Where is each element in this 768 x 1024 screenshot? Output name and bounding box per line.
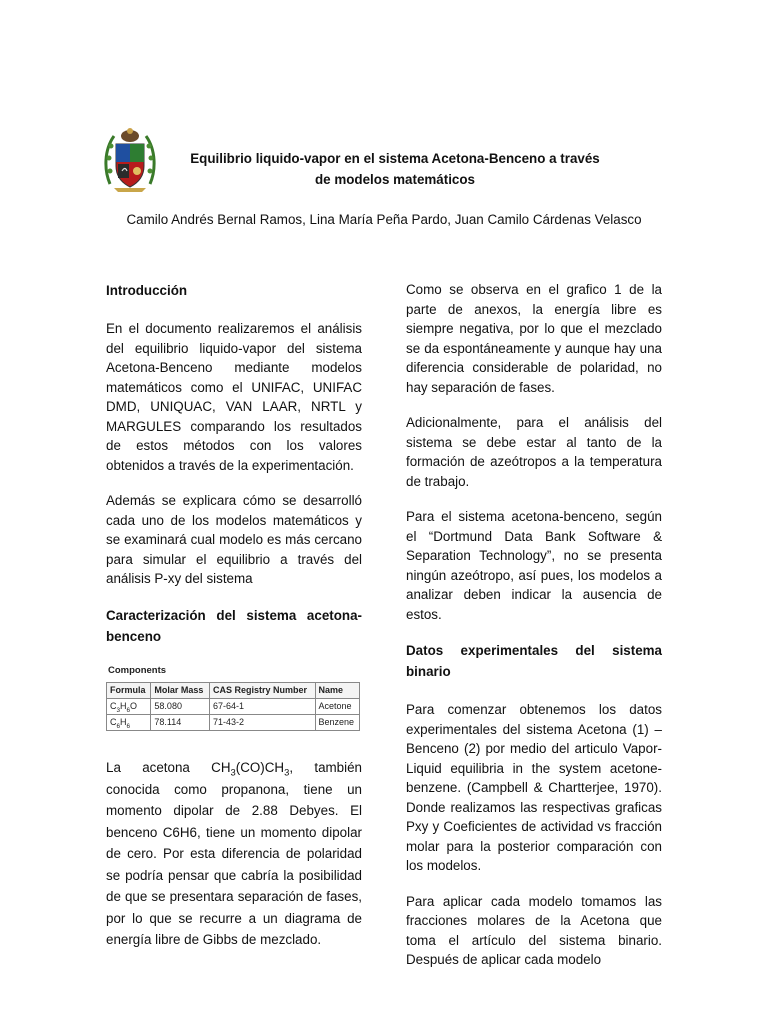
- right-paragraph-3: Para el sistema acetona-benceno, según el “Dortmund Data Bank Software & Separation Technology”, no se presenta ningún azeótropo, así pues, los modelos a analizar deben indicar la ausencia de estos.: [406, 509, 662, 622]
- experimental-data-heading: Datos experimentales del sistema binario: [406, 643, 662, 679]
- characterization-heading: Caracterización del sistema acetona-benceno: [106, 607, 362, 644]
- formula-cell: $C_3H_6O$: [107, 699, 151, 715]
- right-paragraph-4: Para comenzar obtenemos los datos experimentales del sistema Acetona (1) – Benceno (2) por medio del articulo Vapor-Liquid equilibria in the system acetone-benzene. (Campbell & Chartterjee, 1970). Donde realizamos las respectivas graficas Pxy y Coeficientes de actividad vs fracción molar para la posterior comparación con los modelos.: [406, 702, 662, 873]
- left-column: [106, 280, 362, 967]
- acetone-paragraph: La acetona $CH_3(CO)CH_3$, también conocida como propanona, tiene un momento dipolar de 2.88 Debyes. El benceno C6H6, tiene un momento dipolar de cero. Por esta diferencia de polaridad se podría pensar que cabría la posibilidad de que se presentara separación de fases, por lo que se recurre a un diagrama de energía libre de Gibbs de mezclado.: [106, 760, 362, 947]
- right-paragraph-1: Como se observa en el grafico 1 de la parte de anexos, la energía libre es siempre negativa, por lo que el mezclado se da espontáneamente y aunque hay una diferencia considerable de polaridad, no hay separación de fases.: [406, 282, 662, 395]
- intro-paragraph-1: En el documento realizaremos el análisis del equilibrio liquido-vapor del sistema Acetona-Benceno mediante modelos matemáticos como el UNIFAC, UNIFAC DMD, UNIQUAC, VAN LAAR, NRTL y MARGULES comparando los resultados de estos métodos con los valores obtenidos a través de la experimentación.: [106, 321, 362, 473]
- title-line-2: de modelos matemáticos: [315, 172, 475, 187]
- name-cell: Acetone: [315, 699, 359, 715]
- author-list: Camilo Andrés Bernal Ramos, Lina María Peña Pardo, Juan Camilo Cárdenas Velasco: [126, 212, 642, 227]
- col-header-cas: CAS Registry Number: [209, 683, 315, 699]
- col-header-formula: Formula: [107, 683, 151, 699]
- cas-cell: 67-64-1: [209, 699, 315, 715]
- table-row: [107, 699, 360, 715]
- right-column: [406, 280, 662, 986]
- introduction-heading: Introducción: [106, 283, 188, 298]
- right-paragraph-2: Adicionalmente, para el análisis del sistema se debe estar al tanto de la formación de azeótropos a la temperatura de trabajo.: [406, 415, 662, 489]
- right-paragraph-5: Para aplicar cada modelo tomamos las fracciones molares de la Acetona que toma el artículo del sistema binario. Después de aplicar cada modelo: [406, 893, 662, 967]
- components-table: [106, 682, 360, 731]
- table-row: [107, 715, 360, 731]
- name-cell: Benzene: [315, 715, 359, 731]
- components-table-figure: [106, 661, 362, 732]
- molar-mass-cell: 78.114: [151, 715, 210, 731]
- col-header-molar-mass: Molar Mass: [151, 683, 210, 699]
- components-caption: Components: [108, 664, 167, 676]
- cas-cell: 71-43-2: [209, 715, 315, 731]
- intro-paragraph-2: Además se explicara cómo se desarrolló cada uno de los modelos matemáticos y se examinará cual modelo es más cercano para simular el equilibrio a través del análisis P-xy del sistema: [106, 493, 362, 586]
- paper-title: [175, 148, 615, 190]
- university-crest-logo: [104, 126, 156, 194]
- title-line-1: Equilibrio liquido-vapor en el sistema Acetona-Benceno a través: [190, 151, 600, 166]
- formula-cell: $C_6H_6$: [107, 715, 151, 731]
- molar-mass-cell: 58.080: [151, 699, 210, 715]
- col-header-name: Name: [315, 683, 359, 699]
